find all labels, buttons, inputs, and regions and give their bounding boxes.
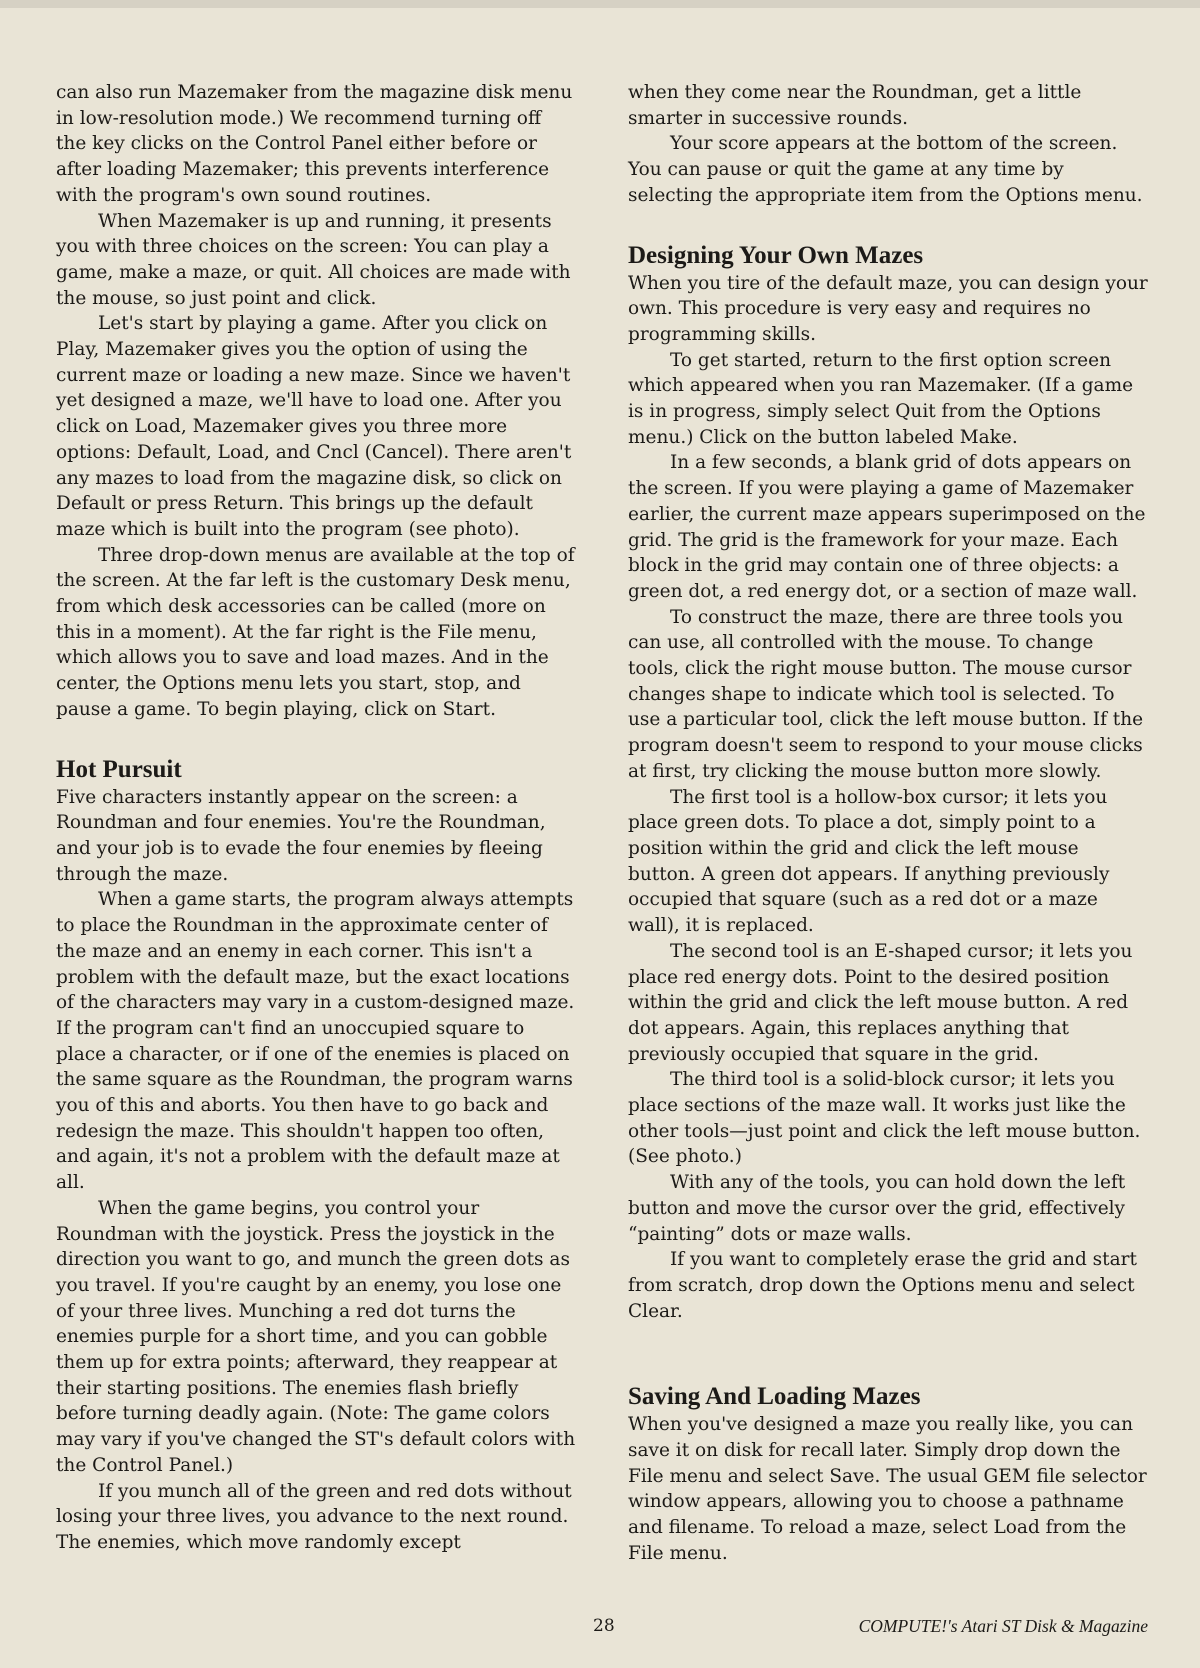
paragraph: To construct the maze, there are three tools you can use, all controlled with the mouse. To change tools, click the right mouse button. The mouse cursor changes shape to indicate which tool is selected. To use a particular tool, click the left mouse button. If the program doesn't seem to respond to your mouse clicks at first, try clicking the mouse button more slowly. [628, 606, 1144, 782]
right-column [628, 80, 1148, 1567]
paragraph: To get started, return to the first option screen which appeared when you ran Mazemaker. (If a game is in progress, simply select Quit from the Options menu.) Click on the button labeled Make. [628, 349, 1134, 448]
paragraph: The second tool is an E-shaped cursor; it lets you place red energy dots. Point to the desired position within the grid and click the left mouse button. A red dot appears. Again, this replaces anything that previously occupied that square in the grid. [628, 940, 1133, 1065]
paragraph: With any of the tools, you can hold down the left button and move the cursor over the grid, effectively “painting” dots or maze walls. [628, 1172, 1126, 1245]
page-number: 28 [593, 1616, 615, 1636]
top-edge [0, 0, 1200, 8]
paragraph: Your score appears at the bottom of the screen. You can pause or quit the game at any time by selecting the appropriate item from the Options menu. [628, 133, 1143, 206]
paragraph: When you tire of the default maze, you can design your own. This procedure is very easy and requires no programming skills. [628, 272, 1148, 345]
paragraph: The first tool is a hollow-box cursor; it lets you place green dots. To place a dot, simply point to a position within the grid and click the left mouse button. A green dot appears. If anything previously occupied that square (such as a red dot or a maze wall), it is replaced. [628, 786, 1110, 937]
section-heading-designing: Designing Your Own Mazes [628, 241, 924, 269]
paragraph: If you munch all of the green and red dots without losing your three lives, you advance to the next round. The enemies, which move randomly except [56, 1480, 572, 1553]
section-heading-hot-pursuit: Hot Pursuit [56, 755, 182, 783]
paragraph: When Mazemaker is up and running, it presents you with three choices on the screen: You can play a game, make a maze, or quit. All choices are made with the mouse, so just point and click. [56, 210, 571, 309]
paragraph: In a few seconds, a blank grid of dots appears on the screen. If you were playing a game of Mazemaker earlier, the current maze appears superimposed on the grid. The grid is the framework for your maze. Each block in the grid may contain one of three objects: a green dot, a red energy dot, or a section of maze wall. [628, 452, 1146, 602]
left-column [56, 80, 576, 1556]
paragraph: Five characters instantly appear on the screen: a Roundman and four enemies. You're the Roundman, and your job is to evade the four enemies by fleeing through the maze. [56, 786, 546, 885]
paragraph: Let's start by playing a game. After you click on Play, Mazemaker gives you the option of using the current maze or loading a new maze. Since we haven't yet designed a maze, we'll have to load one. After you click on Load, Mazemaker gives you three more options: Default, Load, and Cncl (Cancel). There aren't any mazes to load from the magazine disk, so click on Default or press Return. This brings up the default maze which is built into the program (see photo). [56, 313, 572, 540]
running-footer: COMPUTE!'s Atari ST Disk & Magazine [858, 1616, 1148, 1636]
paragraph: When the game begins, you control your Roundman with the joystick. Press the joystick in the direction you want to go, and munch the green dots as you travel. If you're caught by an enemy, you lose one of your three lives. Munching a red dot turns the enemies purple for a short time, and you can gobble them up for extra points; afterward, they reappear at their starting positions. The enemies flash briefly before turning deadly again. (Note: The game colors may vary if you've changed the ST's default colors with the Control Panel.) [56, 1197, 576, 1476]
paragraph: When a game starts, the program always attempts to place the Roundman in the approximate center of the maze and an enemy in each corner. This isn't a problem with the default maze, but the exact locations of the characters may vary in a custom-designed maze. If the program can't find an unoccupied square to place a character, or if one of the enemies is placed on the same square as the Roundman, the program warns you of this and aborts. You then have to go back and redesign the maze. This shouldn't happen too often, and again, it's not a problem with the default maze at all. [56, 889, 575, 1194]
paragraph: when they come near the Roundman, get a little smarter in successive rounds. [628, 82, 1082, 129]
paragraph: can also run Mazemaker from the magazine disk menu in low-resolution mode.) We recommend turning off the key clicks on the Control Panel either before or after loading Mazemaker; this prevents interference with the program's own sound routines. [56, 82, 573, 206]
paragraph: The third tool is a solid-block cursor; it lets you place sections of the maze wall. It works just like the other tools—just point and click the left mouse button. (See photo.) [628, 1069, 1141, 1168]
paragraph: If you want to completely erase the grid and start from scratch, drop down the Options menu and select Clear. [628, 1249, 1137, 1322]
section-heading-saving: Saving And Loading Mazes [628, 1383, 921, 1411]
paragraph: Three drop-down menus are available at the top of the screen. At the far left is the customary Desk menu, from which desk accessories can be called (more on this in a moment). At the far right is the File menu, which allows you to save and load mazes. And in the center, the Options menu lets you start, stop, and pause a game. To begin playing, click on Start. [56, 544, 575, 720]
paragraph: When you've designed a maze you really like, you can save it on disk for recall later. Simply drop down the File menu and select Save. The usual GEM file selector window appears, allowing you to choose a pathname and filename. To reload a maze, select Load from the File menu. [628, 1414, 1147, 1564]
